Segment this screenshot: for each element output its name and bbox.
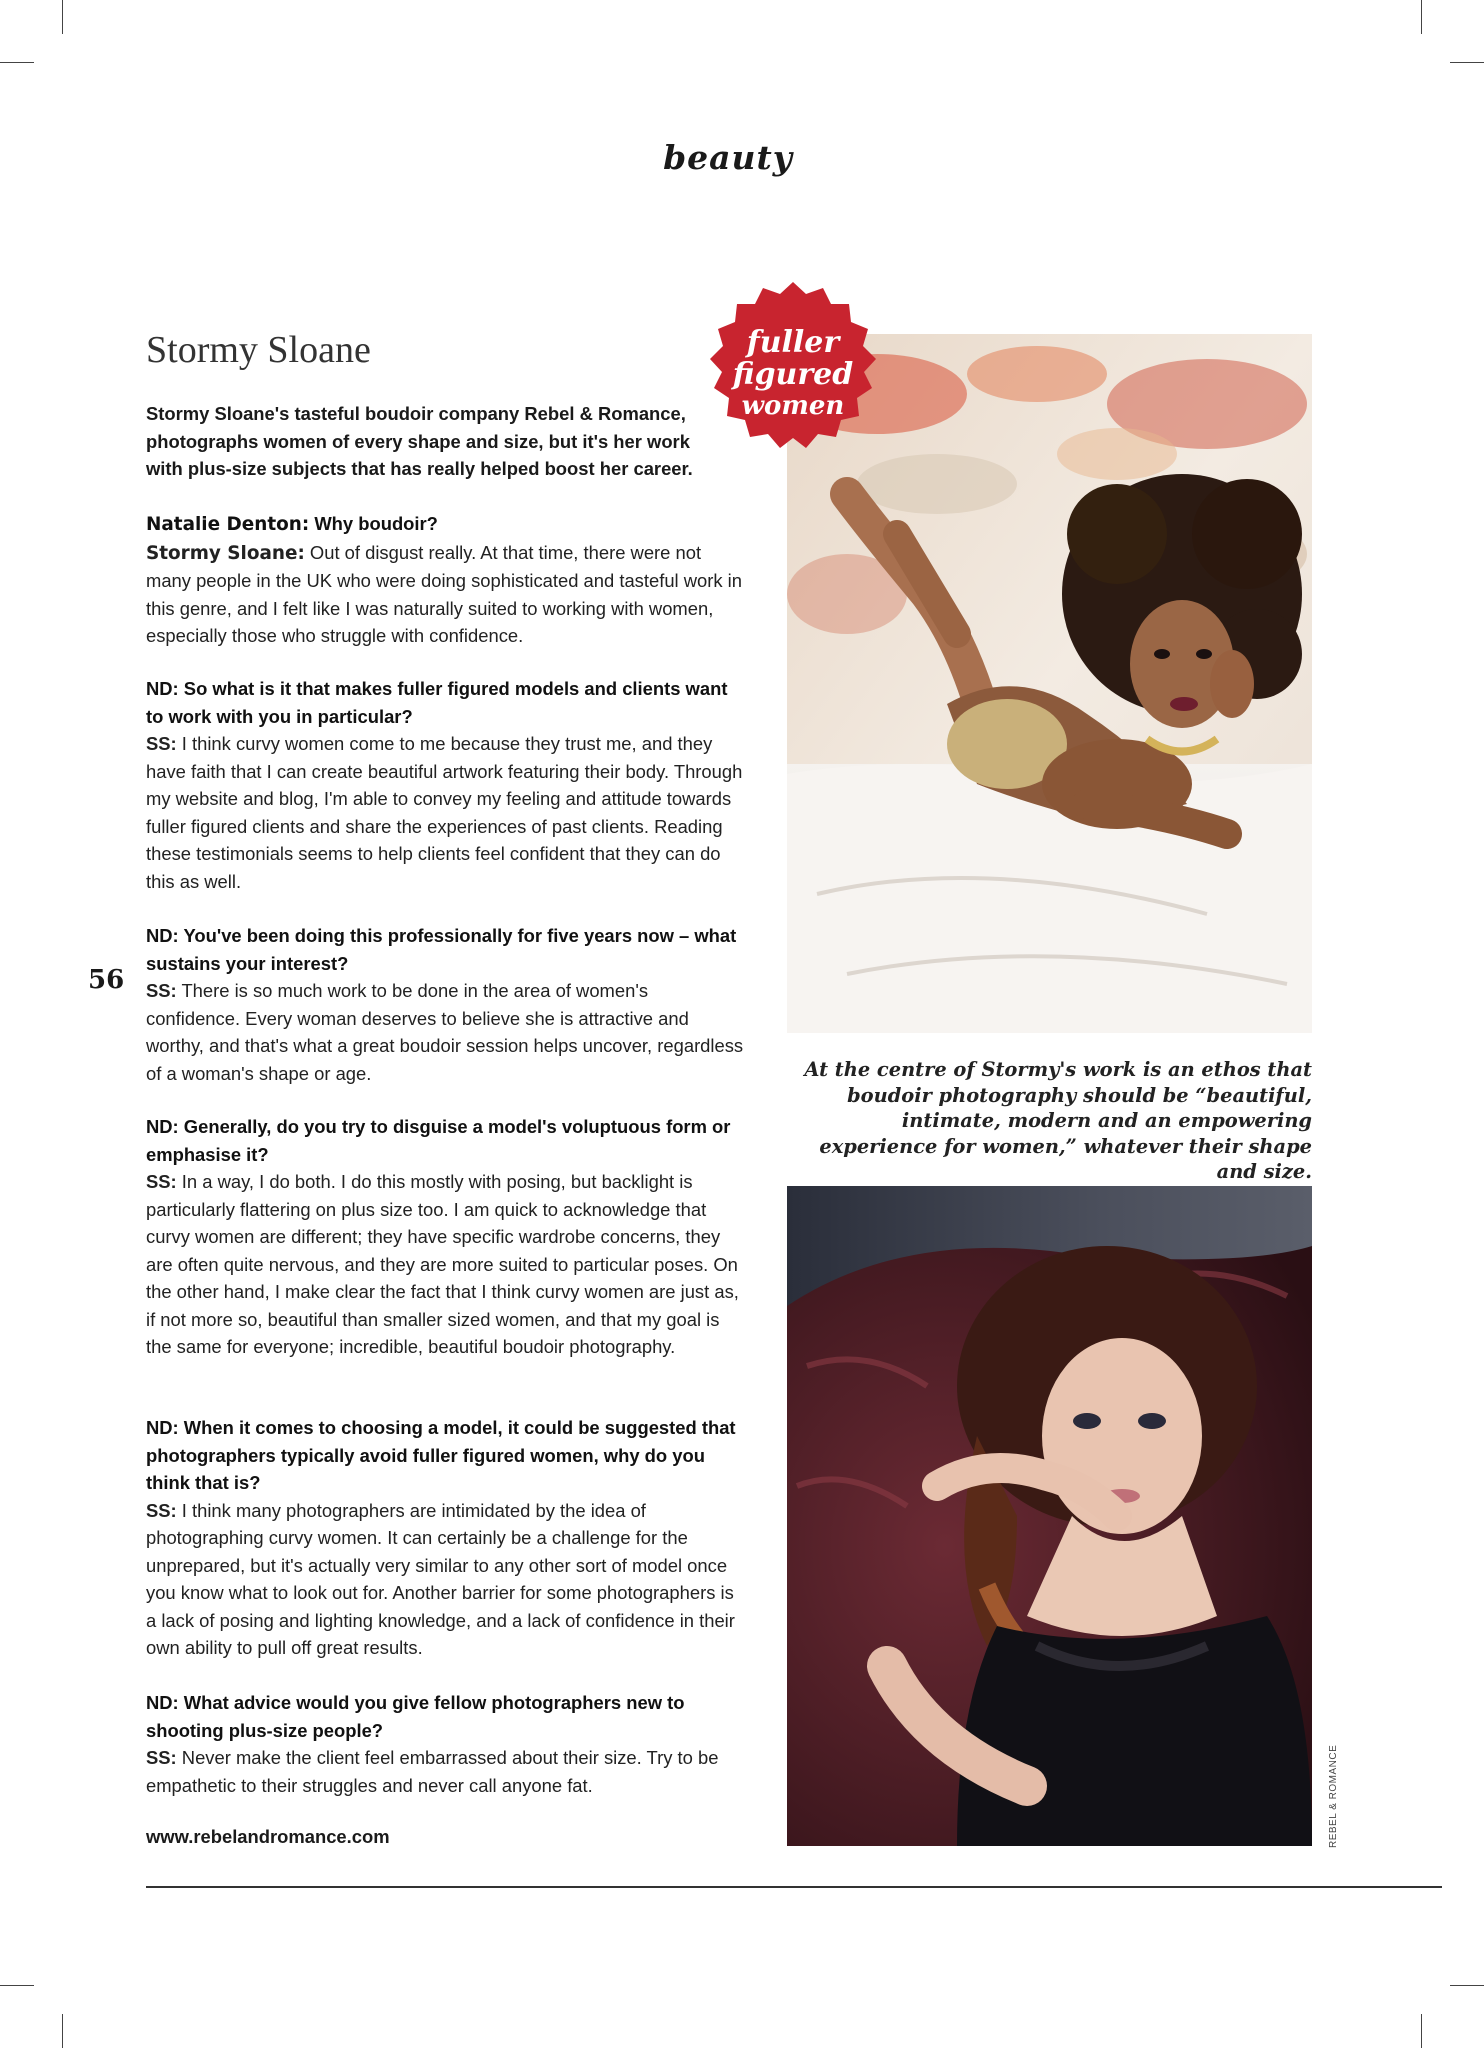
question-text: So what is it that makes fuller figured models and clients want to work with you in particular? [146, 678, 728, 727]
article-headline: Stormy Sloane [146, 329, 371, 371]
answer-text: I think curvy women come to me because they trust me, and they have faith that I can create beautiful artwork featuring their body. Through my website and blog, I'm able to convey my feeling and attitude towards fuller figured clients and share the experiences of past clients. Reading these testimonials seems to help clients feel confident that they can do this as well. [146, 733, 743, 892]
article-intro: Stormy Sloane's tasteful boudoir company Rebel & Romance, photographs women of every shape and size, but it's her work with plus-size subjects that has really helped boost her career. [146, 403, 693, 479]
speaker-label: Stormy Sloane: [146, 542, 305, 564]
crop-mark [62, 2014, 63, 2048]
answer [146, 1497, 746, 1662]
qa-block [146, 922, 746, 1087]
speaker-label: Natalie Denton: [146, 514, 310, 535]
speaker-label: SS: [146, 980, 177, 1001]
section-title: beauty [663, 138, 793, 177]
answer-text: Never make the client feel embarrassed about their size. Try to be empathetic to their struggles and never call anyone fat. [146, 1747, 719, 1796]
answer [146, 539, 746, 650]
speaker-label: ND: [146, 1417, 179, 1438]
badge-line-1: fuller [746, 325, 840, 360]
speaker-label: SS: [146, 733, 177, 754]
photo-bottom [787, 1186, 1312, 1846]
speaker-label: ND: [146, 925, 179, 946]
speaker-label: ND: [146, 1692, 179, 1713]
speaker-label: ND: [146, 678, 179, 699]
badge-line-3: women [741, 391, 845, 421]
qa-block [146, 1113, 746, 1361]
answer-text: I think many photographers are intimidated by the idea of photographing curvy women. It can certainly be a challenge for the unprepared, but it's actually very similar to any other sort of model once you know what to look out for. Another barrier for some photographers is a lack of posing and lighting knowledge, and a lack of confidence in their own ability to pull off great results. [146, 1499, 735, 1658]
fuller-figured-badge [700, 280, 886, 466]
question [146, 1689, 746, 1744]
question-text: You've been doing this professionally for five years now – what sustains your interest? [146, 925, 737, 974]
qa-block [146, 510, 746, 650]
crop-mark [0, 62, 34, 63]
badge-seal-icon [700, 280, 886, 466]
crop-mark [1450, 62, 1484, 63]
question [146, 510, 746, 539]
question [146, 1414, 746, 1497]
photo-credit: REBEL & ROMANCE [1328, 1744, 1339, 1848]
page-number: 56 [88, 965, 125, 995]
question-text: Why boudoir? [309, 513, 438, 534]
speaker-label: SS: [146, 1171, 177, 1192]
answer [146, 977, 746, 1087]
crop-mark [1421, 0, 1422, 34]
answer-text: Out of disgust really. At that time, there were not many people in the UK who were doing sophisticated and tasteful work in this genre, and I felt like I was naturally suited to working with women, especially those who struggle with confidence. [146, 541, 742, 646]
answer-text: There is so much work to be done in the area of women's confidence. Every woman deserves to believe she is attractive and worthy, and that's what a great boudoir session helps uncover, regardless of a woman's shape or age. [146, 980, 744, 1084]
crop-mark [0, 1985, 34, 1986]
crop-mark [62, 0, 63, 34]
qa-block [146, 1689, 746, 1799]
question [146, 922, 746, 977]
question-text: Generally, do you try to disguise a model's voluptuous form or emphasise it? [146, 1116, 731, 1165]
question [146, 675, 746, 730]
speaker-label: ND: [146, 1116, 179, 1137]
photo-caption: At the centre of Stormy's work is an ethos that boudoir photography should be “beautiful, intimate, modern and an empowering experience for women,” whatever their shape and size. [804, 1058, 1312, 1183]
answer [146, 1744, 746, 1799]
qa-block [146, 675, 746, 895]
answer [146, 730, 746, 895]
crop-mark [1450, 1985, 1484, 1986]
question-text: When it comes to choosing a model, it could be suggested that photographers typically avoid fuller figured women, why do you think that is? [146, 1417, 736, 1493]
answer-text: In a way, I do both. I do this mostly with posing, but backlight is particularly flattering on plus size too. I am quick to acknowledge that curvy women are different; they have specific wardrobe concerns, they are often quite nervous, and they are more suited to particular poses. On the other hand, I make clear the fact that I think curvy women are just as, if not more so, beautiful than smaller sized women, and that my goal is the same for everyone; incredible, beautiful boudoir photography. [146, 1171, 739, 1357]
website-url[interactable]: www.rebelandromance.com [146, 1826, 390, 1847]
footer-rule [146, 1886, 1442, 1888]
speaker-label: SS: [146, 1747, 177, 1768]
qa-block [146, 1414, 746, 1662]
photo-bottom-illustration [787, 1186, 1312, 1846]
answer [146, 1168, 746, 1361]
crop-mark [1421, 2014, 1422, 2048]
badge-line-2: figured [732, 357, 854, 392]
question [146, 1113, 746, 1168]
question-text: What advice would you give fellow photographers new to shooting plus-size people? [146, 1692, 685, 1741]
speaker-label: SS: [146, 1499, 177, 1521]
